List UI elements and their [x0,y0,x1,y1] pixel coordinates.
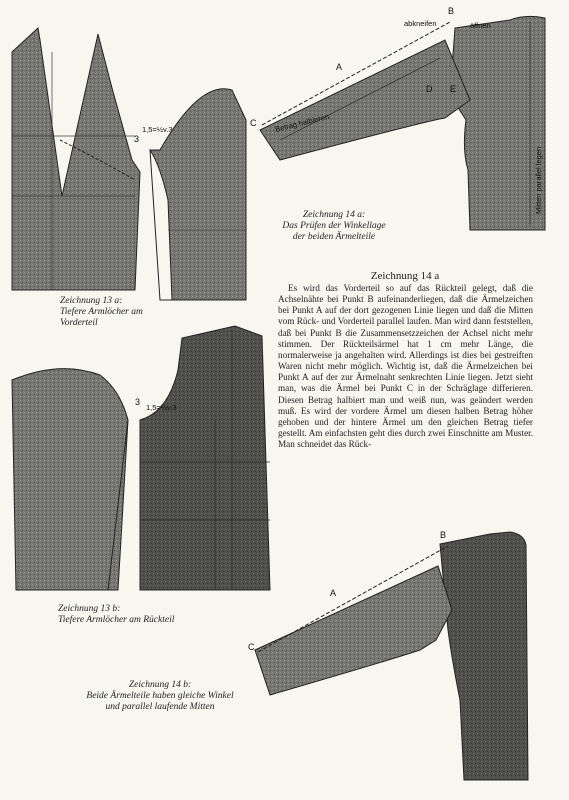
label-d-14a: D [426,84,433,94]
label-a-14a: A [336,62,343,72]
label-e-14a: E [450,84,457,94]
label-oeffnen: öffnen [470,21,491,30]
label-a-14b: A [330,588,337,598]
fig13b-sleeve [12,369,128,590]
label-c-14a: C [250,118,257,128]
label-betrag: Betrag halbieren [274,111,330,134]
article-body: Es wird das Vorderteil so auf das Rückteil gelegt, daß die Achselnähte bei Punkt B aufeinanderliegen, daß die Ärmelzeichen bei Punkt A auf der dort gezogenen Linie liegen und daß die Mitten vom Rück- und Vorderteil parallel laufen. Man wird dann feststellen, daß bei Punkt B die Zusammensetzzeichen der Achsel nicht mehr stimmen. Der Rückteilsärmel hat 1 cm mehr Länge, die normalerweise ja angehalten wird. Allerdings ist dies bei gestreiften Waren nicht mehr möglich. Wichtig ist, daß die Ärmelzeichen bei Punkt A auf der zur Ärmelnaht senkrechten Linie liegen. Jetzt sieht man, was die Ärmel bei Punkt C in der Schräglage differieren. Diesen Betrag halbiert man und weiß nun, was geändert werden muß. Es wird der vordere Ärmel um diesen halben Betrag höher gehoben und der hintere Ärmel um den gleichen Betrag tiefer gestellt. Am einfachsten geht dies durch zwei Einschnitte am Muster. Man schneidet das Rück- [278,283,533,450]
label-mitten: Mitten parallel legen [534,146,543,214]
caption-14b: Zeichnung 14 b: Beide Ärmelteile haben gleiche Winkel und parallel laufende Mitten [86,680,234,712]
fig13a-bodice [12,28,140,290]
label-three-b: 3 [135,397,141,407]
label-abkneifen: abkneifen [404,19,437,28]
caption-14a: Zeichnung 14 a: Das Prüfen der Winkellage der beiden Ärmelteile [282,210,386,242]
label-measure-mid: 1,5=½v.3 [146,403,177,412]
label-b-14a: B [448,6,455,16]
fig13a-sleeve [150,89,246,300]
label-measure-top: 1,5=½v.3 [142,125,173,134]
label-three-a: 3 [134,134,140,144]
label-b-14b: B [440,530,447,540]
fig13b-bodice [140,326,270,590]
caption-13a: Zeichnung 13 a: Tiefere Armlöcher am Vorderteil [60,296,143,328]
label-c-14b: C [248,642,255,652]
fig14b-body [255,532,528,780]
caption-13b: Zeichnung 13 b: Tiefere Armlöcher am Rückteil [58,604,175,625]
article-title: Zeichnung 14 a [370,270,440,282]
